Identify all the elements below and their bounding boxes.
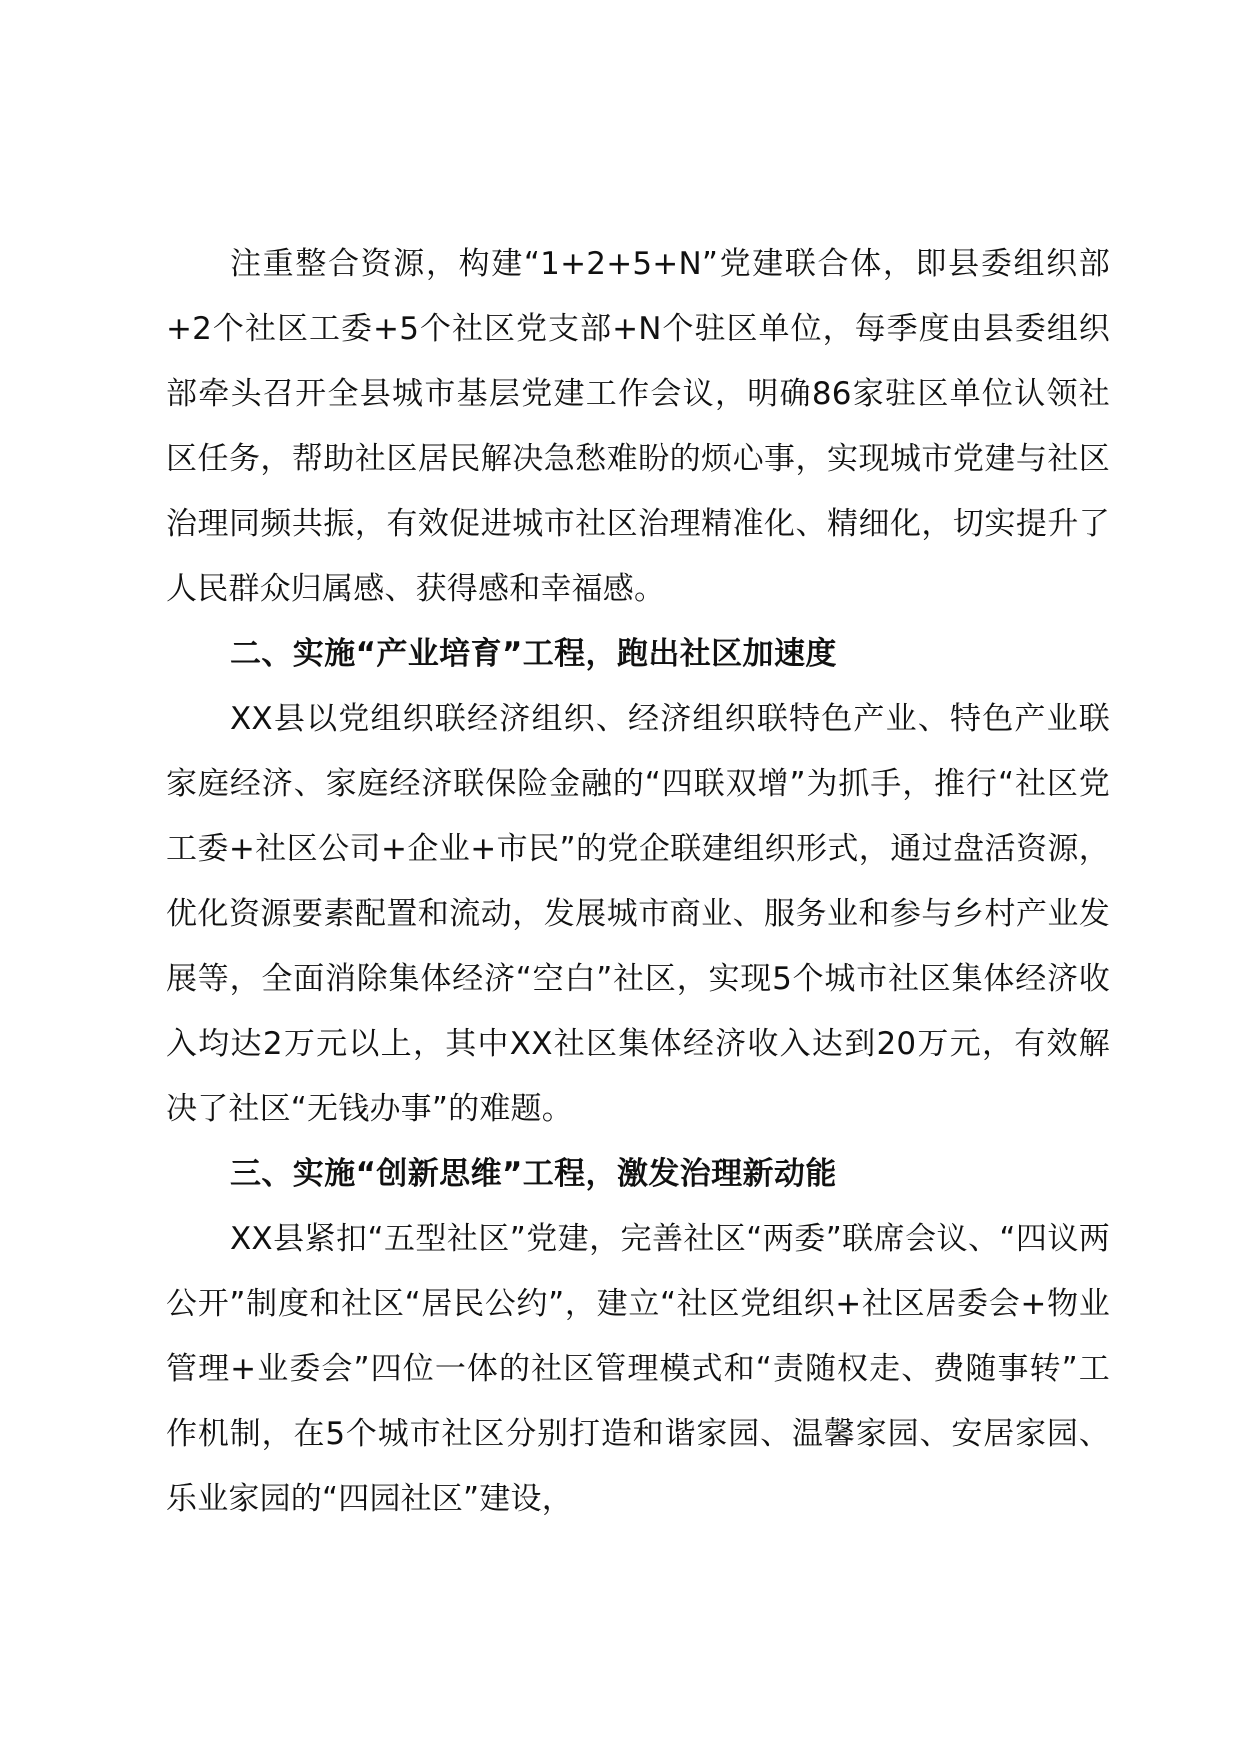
section-heading-innovation: 三、实施“创新思维”工程，激发治理新动能 <box>230 1156 837 1192</box>
paragraph-innovation: XX县紧扣“五型社区”党建，完善社区“两委”联席会议、“四议两公开”制度和社区“居民公约”，建立“社区党组织+社区居委会+物业管理+业委会”四位一体的社区管理模式和“责随权走、费随事转”工作机制，在5个城市社区分别打造和谐家园、温馨家园、安居家园、乐业家园的“四园社区”建设， <box>166 1221 1110 1517</box>
paragraph-industry: XX县以党组织联经济组织、经济组织联特色产业、特色产业联家庭经济、家庭经济联保险金融的“四联双增”为抓手，推行“社区党工委+社区公司+企业+市民”的党企联建组织形式，通过盘活资源，优化资源要素配置和流动，发展城市商业、服务业和参与乡村产业发展等，全面消除集体经济“空白”社区，实现5个城市社区集体经济收入均达2万元以上，其中XX社区集体经济收入达到20万元，有效解决了社区“无钱办事”的难题。 <box>166 701 1110 1127</box>
document-body <box>166 232 1110 1532</box>
section-heading-industry: 二、实施“产业培育”工程，跑出社区加速度 <box>230 636 837 672</box>
paragraph-resource-integration: 注重整合资源，构建“1+2+5+N”党建联合体，即县委组织部+2个社区工委+5个社区党支部+N个驻区单位，每季度由县委组织部牵头召开全县城市基层党建工作会议，明确86家驻区单位认领社区任务，帮助社区居民解决急愁难盼的烦心事，实现城市党建与社区治理同频共振，有效促进城市社区治理精准化、精细化，切实提升了人民群众归属感、获得感和幸福感。 <box>166 246 1110 607</box>
